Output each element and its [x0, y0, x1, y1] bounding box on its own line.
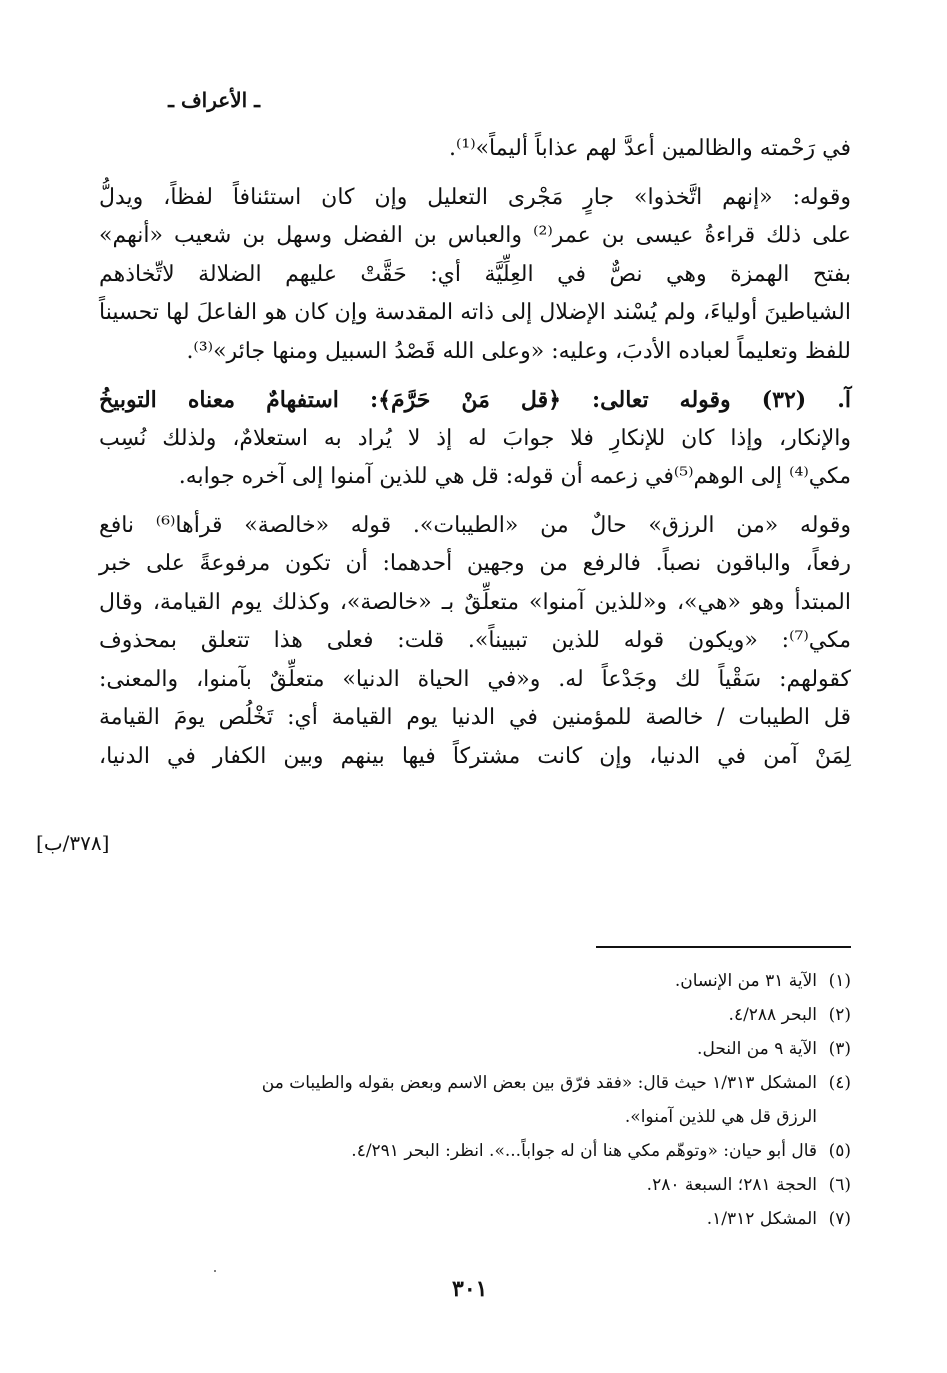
text-line: مكي⁽⁷⁾: «ويكون قوله للذين تبييناً». قلت: فعلى هذا تتعلق بمحذوف — [99, 628, 851, 653]
footnote-text: قال أبو حيان: «وتوهّم مكي هنا أن له جواباً...». انظر: البحر ٤/٢٩١. — [351, 1141, 817, 1161]
text-line: الشياطينَ أولياءَ، ولم يُسْند الإضلال إلى ذاته المقدسة وإن كان هو الفاعلَ لها تحسيناً — [99, 300, 851, 325]
text-line: رفعاً، والباقون نصباً. فالرفع من وجهين أحدهما: أن تكون مرفوعةً على خبر — [99, 551, 851, 576]
text-line: المبتدأ وهو «هي»، و«للذين آمنوا» متعلِّقٌ بـ «خالصة»، وكذلك يوم القيامة، وقال — [99, 589, 851, 615]
scan-speck — [214, 1270, 216, 1272]
text-line: وقوله «من الرزق» حالٌ من «الطيبات». قوله «خالصة» قرأها⁽⁶⁾ نافع — [99, 512, 851, 538]
footnote-text: المشكل ١/٣١٣ حيث قال: «فقد فرّق بين بعض الاسم وبعض بقوله والطيبات من — [261, 1073, 817, 1093]
footnote-separator — [596, 946, 851, 948]
footnote — [99, 964, 851, 998]
paragraph — [99, 507, 851, 777]
page-number: ٣٠١ — [452, 1276, 488, 1302]
text-line: والإنكار، وإذا كان للإنكارِ فلا جوابَ له إذ لا يُراد به استعلامٌ، ولذلك نُسِب — [99, 425, 851, 451]
footnote-number: (١) — [828, 971, 851, 991]
footnote-text: المشكل ١/٣١٢. — [706, 1209, 817, 1229]
text-line: على ذلك قراءةُ عيسى بن عمر⁽²⁾ والعباس بن الفضل وسهل بن شعيب «أنهم» — [99, 223, 851, 248]
text-line: قل الطيبات / خالصة للمؤمنين في الدنيا يوم القيامة أي: تَخْلُص يومَ القيامة — [99, 705, 851, 730]
text-line: للفظ وتعليماً لعباده الأدبَ، وعليه: «وعلى الله قَصْدُ السبيل ومنها جائر»⁽³⁾. — [186, 338, 851, 364]
footnote-number: (٧) — [828, 1209, 851, 1229]
footnote-number: (٢) — [828, 1005, 851, 1025]
footnote-number: (٦) — [828, 1175, 851, 1195]
main-text — [99, 130, 851, 786]
footnote-number: (٥) — [828, 1141, 851, 1161]
paragraph — [99, 179, 851, 372]
footnotes — [99, 964, 851, 1236]
text-line: كقولهم: سَقْياً لك وجَدْعاً له. و«في الحياة الدنيا» متعلِّقٌ بآمنوا، والمعنى: — [99, 666, 851, 692]
text-line: لِمَنْ آمن في الدنيا، وإن كانت مشتركاً فيها بينهم وبين الكفار في الدنيا، — [99, 743, 851, 769]
manuscript-folio-marker: [٣٧٨/ب] — [36, 831, 110, 855]
footnote-text: البحر ٤/٢٨٨. — [728, 1005, 817, 1025]
text-line: آ. (٣٢) وقوله تعالى: ﴿قل مَنْ حَرَّمَ﴾: استفهامٌ معناه التوبيخُ — [99, 387, 852, 413]
running-header: ـ الأعراف ـ — [168, 88, 260, 112]
text-line: في رَحْمته والظالمين أعدَّ لهم عذاباً أليماً»⁽¹⁾. — [448, 136, 851, 161]
text-line: وقوله: «إنهم اتَّخذوا» جارٍ مَجْرى التعليل وإن كان استئنافاً لفظاً، ويدلُّ — [99, 184, 851, 210]
footnote-number: (٤) — [828, 1073, 851, 1093]
footnote-text: الآية ٩ من النحل. — [697, 1039, 817, 1059]
footnote-number: (٣) — [828, 1039, 851, 1059]
footnote — [99, 1134, 851, 1168]
paragraph — [99, 381, 851, 497]
footnote — [99, 1066, 851, 1100]
footnote — [99, 1202, 851, 1236]
footnote-text: الحجة ٢٨١؛ السبعة ٢٨٠. — [646, 1175, 817, 1195]
footnote-continuation: الرزق قل هي للذين آمنوا». — [624, 1107, 817, 1127]
footnote-text: الآية ٣١ من الإنسان. — [674, 971, 817, 991]
text-line: مكي⁽⁴⁾ إلى الوهم⁽⁵⁾في زعمه أن قوله: قل هي للذين آمنوا إلى آخره جوابه. — [178, 464, 851, 489]
footnote — [99, 998, 851, 1032]
footnote — [99, 1168, 851, 1202]
paragraph — [99, 130, 851, 169]
footnote — [99, 1032, 851, 1066]
text-line: بفتح الهمزة وهي نصٌّ في العِلِّيَّة أي: حَقَّتْ عليهم الضلالة لاتِّخاذهم — [99, 261, 851, 287]
